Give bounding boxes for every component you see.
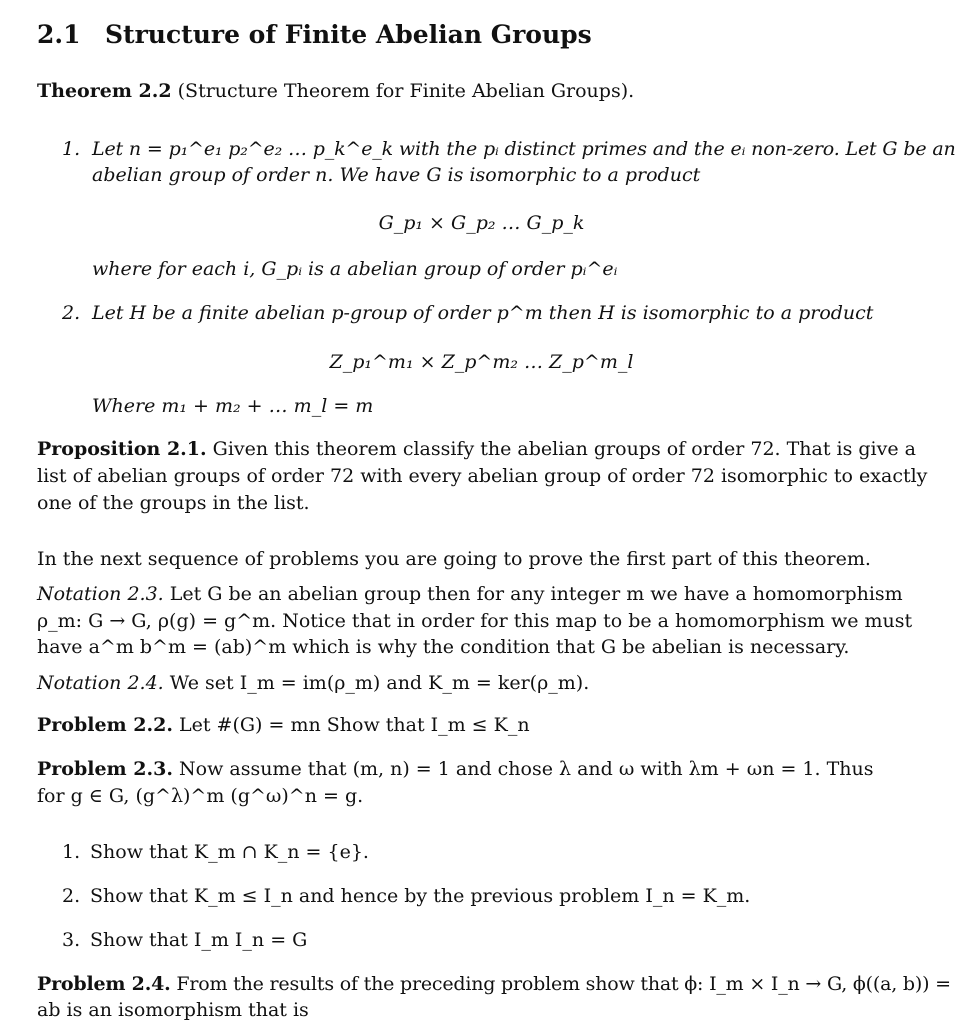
notation-text-line: have a^m b^m = (ab)^m which is why the condition that G be abelian is necessary. xyxy=(37,636,850,658)
notation-text-line: Let G be an abelian group then for any integer m we have a homomorphism xyxy=(169,583,903,605)
problem-label: Problem 2.3. xyxy=(37,758,173,780)
subitem-number: 1. xyxy=(62,841,81,863)
item-text-line: Where m₁ + m₂ + … m_l = m xyxy=(92,395,374,417)
section-title: Structure of Finite Abelian Groups xyxy=(105,20,592,49)
product-formula: G_p₁ × G_p₂ … G_p_k xyxy=(378,212,585,234)
problem-text-line: From the results of the preceding problem show that ϕ: I_m × I_n → G, ϕ((a, b)) = xyxy=(176,973,951,995)
section-heading xyxy=(37,21,592,48)
item-text-line: Let H be a finite abelian p-group of order p^m then H is isomorphic to a product xyxy=(92,302,874,324)
intro-paragraph: In the next sequence of problems you are going to prove the first part of this theorem. xyxy=(37,548,871,570)
section-number: 2.1 xyxy=(37,20,81,49)
problem-text-line: Now assume that (m, n) = 1 and chose λ and ω with λm + ωn = 1. Thus xyxy=(179,758,874,780)
notation-2-4 xyxy=(37,670,589,697)
problem-label: Problem 2.4. xyxy=(37,973,171,995)
subitem-text: Show that I_m I_n = G xyxy=(90,929,308,951)
item-number: 2. xyxy=(62,302,81,324)
item-text-line: Let n = p₁^e₁ p₂^e₂ … p_k^e_k with the pᵢ distinct primes and the eᵢ non-zero. Let G be an xyxy=(92,138,956,160)
proposition-text-line: Given this theorem classify the abelian groups of order 72. That is give a xyxy=(212,438,916,460)
problem-2-2 xyxy=(37,712,530,739)
item-text-line: abelian group of order n. We have G is isomorphic to a product xyxy=(92,164,701,186)
subitem-number: 2. xyxy=(62,885,81,907)
theorem-title: (Structure Theorem for Finite Abelian Groups). xyxy=(177,80,635,102)
notation-text-line: ρ_m: G → G, ρ(g) = g^m. Notice that in order for this map to be a homomorphism we must xyxy=(37,610,913,632)
problem-text: Let #(G) = mn Show that I_m ≤ K_n xyxy=(179,714,530,736)
item-text-line: where for each i, G_pᵢ is a abelian group of order pᵢ^eᵢ xyxy=(92,258,618,280)
notation-label: Notation 2.3. xyxy=(37,583,164,605)
problem-text-line: ab is an isomorphism that is xyxy=(37,999,309,1021)
subitem-number: 3. xyxy=(62,929,81,951)
notation-label: Notation 2.4. xyxy=(37,672,164,694)
subitem-text: Show that K_m ∩ K_n = {e}. xyxy=(90,841,369,863)
problem-label: Problem 2.2. xyxy=(37,714,173,736)
problem-text-line: for g ∈ G, (g^λ)^m (g^ω)^n = g. xyxy=(37,785,364,807)
subitem-text: Show that K_m ≤ I_n and hence by the previous problem I_n = K_m. xyxy=(90,885,751,907)
proposition-label: Proposition 2.1. xyxy=(37,438,207,460)
theorem-heading xyxy=(37,78,634,105)
notation-text: We set I_m = im(ρ_m) and K_m = ker(ρ_m). xyxy=(169,672,590,694)
theorem-label: Theorem 2.2 xyxy=(37,80,172,102)
product-formula: Z_p₁^m₁ × Z_p^m₂ … Z_p^m_l xyxy=(329,351,634,373)
proposition-text-line: one of the groups in the list. xyxy=(37,492,310,514)
item-number: 1. xyxy=(62,138,81,160)
proposition-text-line: list of abelian groups of order 72 with every abelian group of order 72 isomorphic to exactly xyxy=(37,465,928,487)
